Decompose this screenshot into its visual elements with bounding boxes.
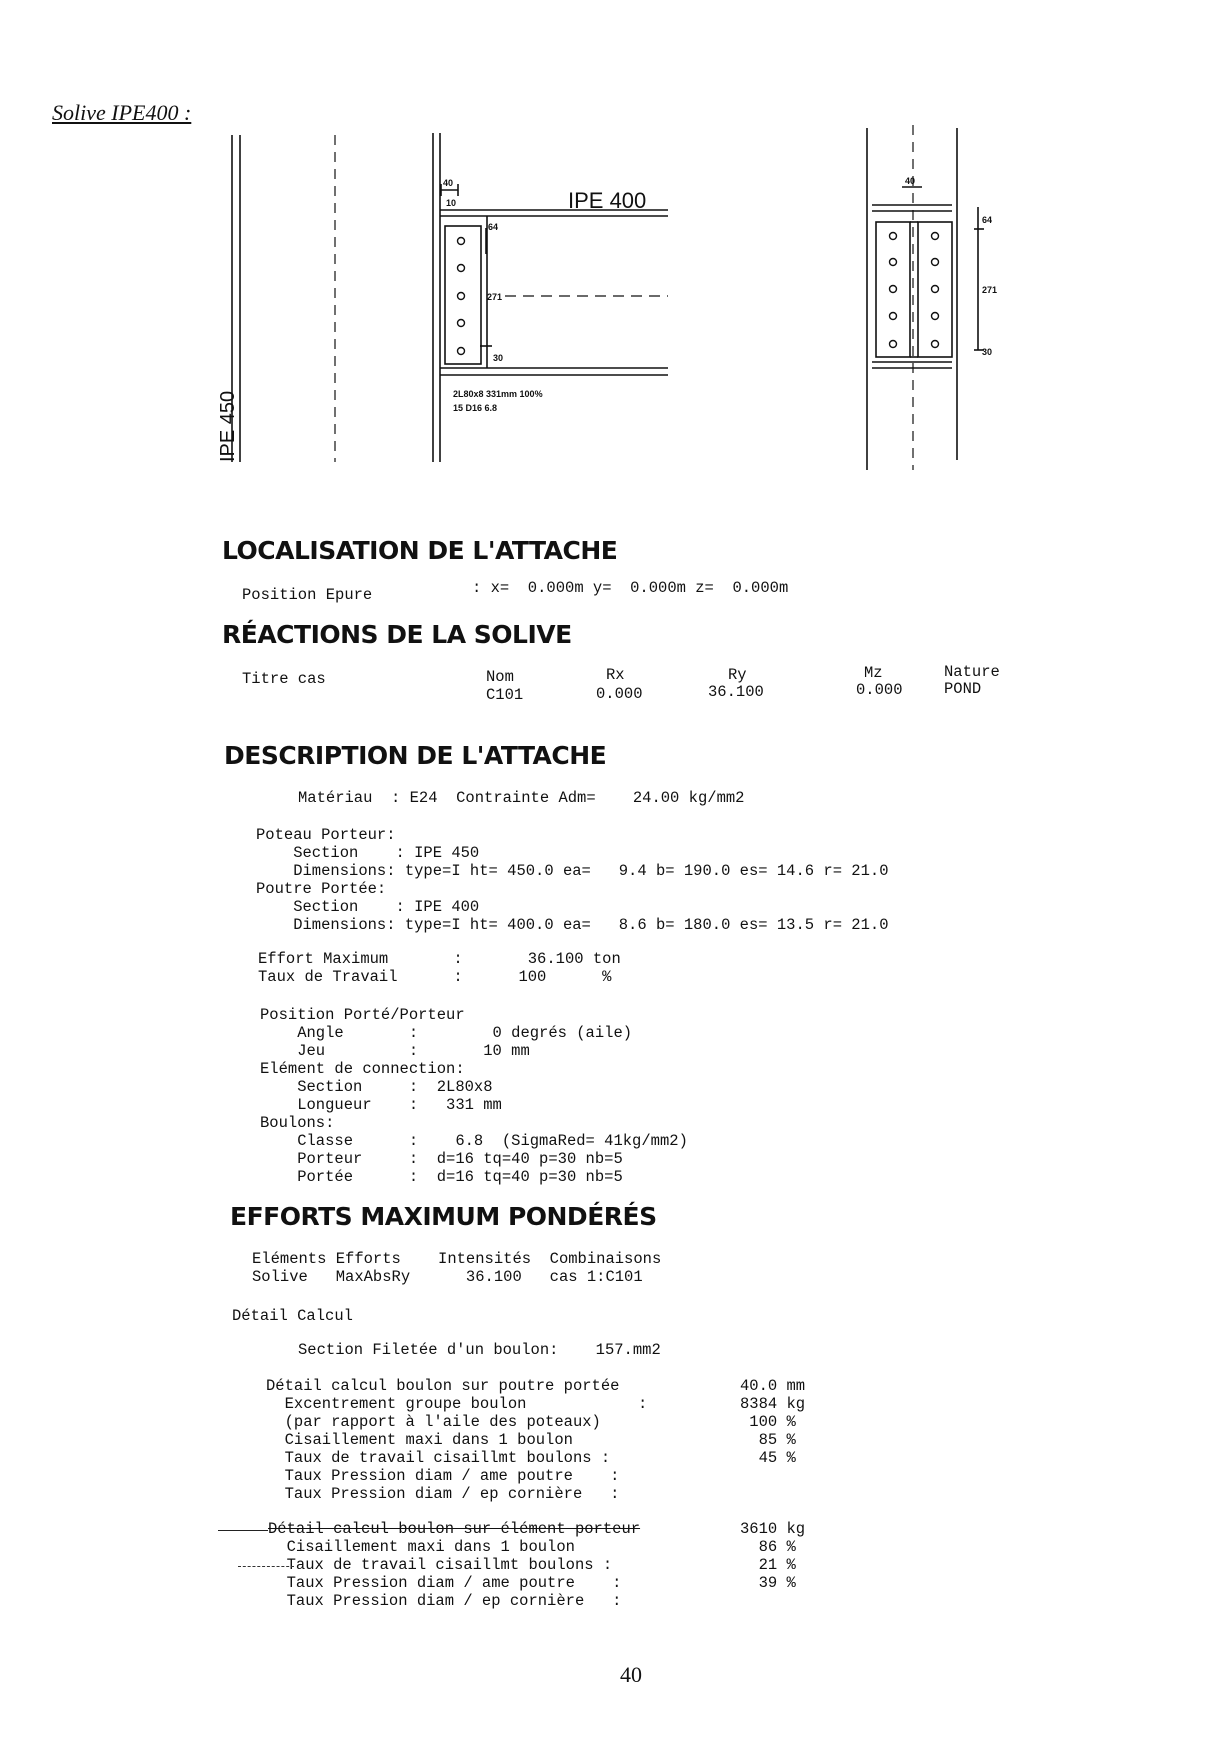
efforts-table	[252, 1250, 661, 1286]
text-line: Taux de travail cisaillmt boulons :	[268, 1556, 613, 1574]
beam-label: IPE 400	[568, 188, 647, 213]
text-line: Effort Maximum : 36.100 ton	[258, 950, 621, 968]
text-line: Poutre Portée:	[256, 880, 387, 898]
reactions-header-mz: Mz	[864, 664, 883, 682]
dim-30: 30	[493, 353, 504, 363]
reactions-value-rx: 0.000	[596, 685, 643, 703]
section-filetee-line: Section Filetée d'un boulon: 157.mm2	[298, 1341, 661, 1359]
text-line: Elément de connection:	[260, 1060, 465, 1078]
page-heading: Solive IPE400 :	[52, 100, 192, 125]
text-line: Porteur : d=16 tq=40 p=30 nb=5	[260, 1150, 623, 1168]
text-line: Cisaillement maxi dans 1 boulon	[266, 1431, 573, 1449]
text-line: Longueur : 331 mm	[260, 1096, 502, 1114]
text-line: Boulons:	[260, 1114, 335, 1132]
poteau-poutre-block	[256, 826, 889, 934]
value-line: 45 %	[740, 1449, 796, 1467]
bolt-hole	[932, 259, 939, 266]
reactions-header-nature: Nature	[944, 663, 1000, 681]
reactions-header-nom: Nom	[486, 668, 514, 686]
text-line: Eléments Efforts Intensités Combinaisons	[252, 1250, 662, 1268]
dim-40: 40	[443, 178, 454, 188]
section-title-efforts: EFFORTS MAXIMUM PONDÉRÉS	[230, 1202, 657, 1231]
text-line: Section : IPE 400	[256, 898, 480, 916]
value-line: 86 %	[740, 1538, 796, 1556]
text-line: Poteau Porteur:	[256, 826, 396, 844]
text-line: Taux de travail cisaillmt boulons :	[266, 1449, 611, 1467]
effort-block	[258, 950, 621, 986]
text-line: Taux de Travail : 100 %	[258, 968, 612, 986]
bolt-hole	[890, 286, 897, 293]
dim-64: 64	[488, 222, 499, 232]
dim-10: 10	[446, 198, 457, 208]
value-line: 100 %	[740, 1413, 796, 1431]
text-line: Jeu : 10 mm	[260, 1042, 530, 1060]
text-line: Taux Pression diam / ame poutre :	[266, 1467, 620, 1485]
value-line: 3610 kg	[740, 1520, 806, 1538]
drawing-note-1: 2L80x8 331mm 100%	[453, 389, 543, 399]
detail-portee-values	[740, 1377, 805, 1467]
bolt-hole	[458, 265, 465, 272]
dim-271-right: 271	[982, 285, 998, 295]
reactions-header-rx: Rx	[606, 666, 625, 684]
text-line: Taux Pression diam / ame poutre :	[268, 1574, 622, 1592]
reactions-value-nature: POND	[944, 680, 982, 698]
strike-mark	[218, 1530, 268, 1531]
bolt-hole	[458, 348, 465, 355]
section-title-reactions: RÉACTIONS DE LA SOLIVE	[222, 620, 572, 649]
bolt-hole	[932, 233, 939, 240]
drawing-note-2: 15 D16 6.8	[453, 403, 498, 413]
page-number: 40	[620, 1662, 642, 1687]
text-line: Angle : 0 degrés (aile)	[260, 1024, 633, 1042]
detail-porteur-block	[268, 1520, 640, 1610]
position-block	[260, 1006, 688, 1186]
value-line: 8384 kg	[740, 1395, 806, 1413]
bolt-hole	[932, 313, 939, 320]
text-line: (par rapport à l'aile des poteaux)	[266, 1413, 601, 1431]
bolt-hole	[890, 313, 897, 320]
bolt-hole	[890, 259, 897, 266]
text-line: Dimensions: type=I ht= 450.0 ea= 9.4 b= 190.0 es= 14.6 r= 21.0	[256, 862, 889, 880]
section-title-localisation: LOCALISATION DE L'ATTACHE	[222, 536, 618, 565]
text-line: Détail calcul boulon sur poutre portée	[266, 1377, 620, 1395]
detail-calcul-title: Détail Calcul	[232, 1307, 353, 1325]
dim-40-right: 40	[905, 176, 916, 186]
text-line: Cisaillement maxi dans 1 boulon	[268, 1538, 575, 1556]
position-epure-label: Position Epure	[242, 586, 373, 604]
value-line: 39 %	[740, 1574, 796, 1592]
dim-64-right: 64	[982, 215, 993, 225]
section-title-description: DESCRIPTION DE L'ATTACHE	[224, 741, 607, 770]
dim-30-right: 30	[982, 347, 993, 357]
detail-porteur-values	[740, 1520, 805, 1592]
text-line: Portée : d=16 tq=40 p=30 nb=5	[260, 1168, 623, 1186]
text-line: Section : 2L80x8	[260, 1078, 493, 1096]
value-line: 85 %	[740, 1431, 796, 1449]
reactions-value-mz: 0.000	[856, 681, 903, 699]
reactions-value-nom: C101	[486, 686, 524, 704]
strike-mark	[238, 1566, 294, 1567]
text-line: Taux Pression diam / ep cornière :	[268, 1592, 622, 1610]
text-line: Excentrement groupe boulon :	[266, 1395, 648, 1413]
bolt-hole	[932, 341, 939, 348]
text-line: Section : IPE 450	[256, 844, 480, 862]
text-line: Taux Pression diam / ep cornière :	[266, 1485, 620, 1503]
reactions-header-ry: Ry	[728, 666, 747, 684]
position-epure-value: : x= 0.000m y= 0.000m z= 0.000m	[472, 579, 789, 597]
text-line: Dimensions: type=I ht= 400.0 ea= 8.6 b= 180.0 es= 13.5 r= 21.0	[256, 916, 889, 934]
bolt-hole	[890, 341, 897, 348]
detail-portee-block	[266, 1377, 647, 1503]
bolt-hole	[890, 233, 897, 240]
dim-271: 271	[487, 292, 503, 302]
text-line: Détail calcul boulon sur élément porteur	[268, 1520, 641, 1538]
bolt-hole	[458, 320, 465, 327]
column-label: IPE 450	[217, 390, 239, 462]
text-line: Solive MaxAbsRy 36.100 cas 1:C101	[252, 1268, 643, 1286]
reactions-value-ry: 36.100	[708, 683, 764, 701]
materiau-line: Matériau : E24 Contrainte Adm= 24.00 kg/mm2	[298, 789, 745, 807]
text-line: Classe : 6.8 (SigmaRed= 41kg/mm2)	[260, 1132, 688, 1150]
bolt-hole	[458, 238, 465, 245]
value-line: 21 %	[740, 1556, 796, 1574]
bolt-hole	[458, 293, 465, 300]
text-line: Position Porté/Porteur	[260, 1006, 465, 1024]
bolt-hole	[932, 286, 939, 293]
titre-cas-label: Titre cas	[242, 670, 326, 688]
value-line: 40.0 mm	[740, 1377, 806, 1395]
connection-drawing	[0, 0, 1224, 480]
